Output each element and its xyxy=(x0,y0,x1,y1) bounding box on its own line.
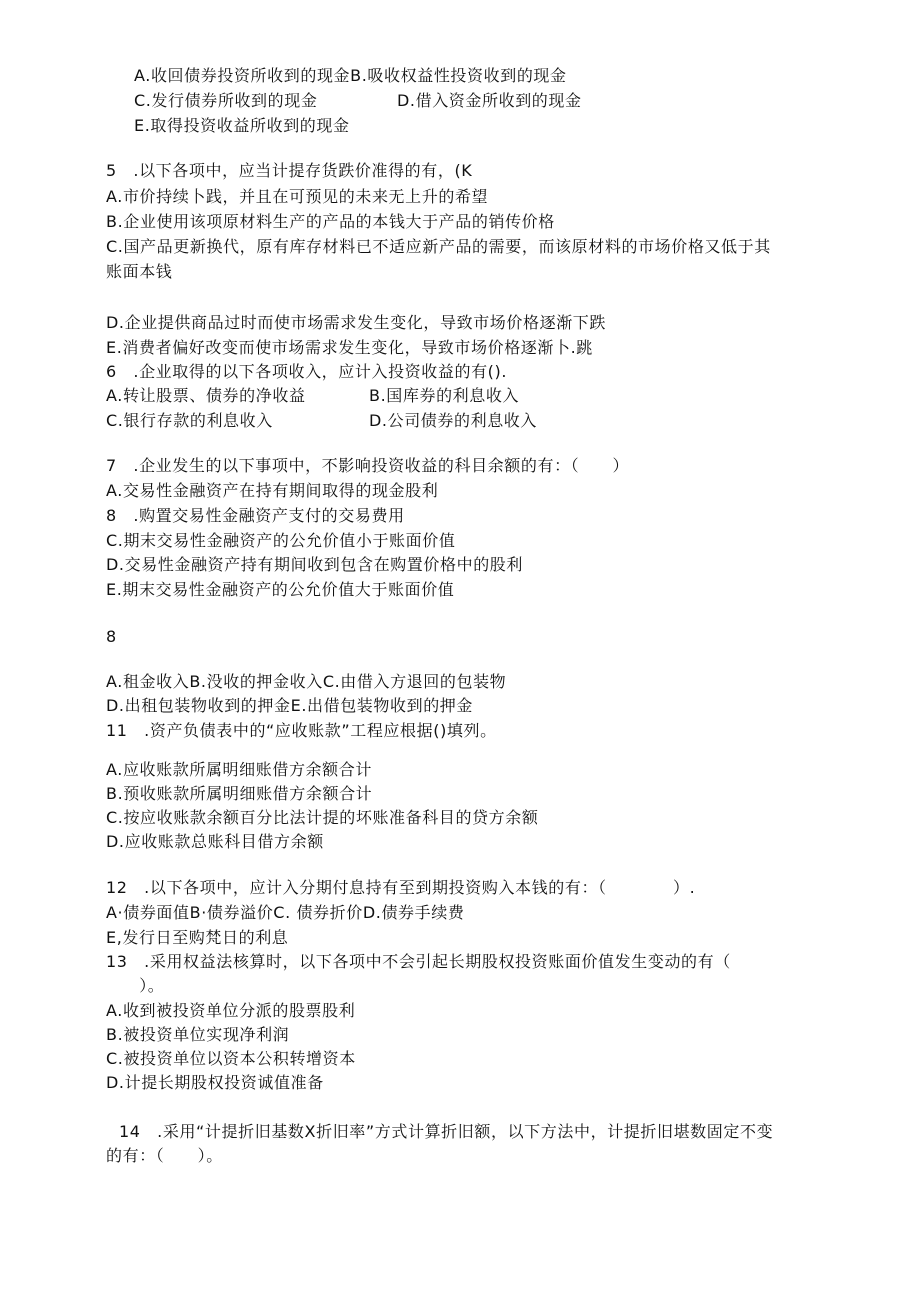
q5-option-a: A.市价持续卜践，并且在可预见的未来无上升的希望 xyxy=(106,187,489,206)
q6-option-cd-row xyxy=(106,411,538,431)
question-8-number: 8 xyxy=(106,627,117,646)
q11-option-a: A.应收账款所属明细账借方余额合计 xyxy=(106,760,372,779)
q6-option-ab-row xyxy=(106,386,520,406)
q4-option-e: E.取得投资收益所收到的现金 xyxy=(134,116,350,135)
question-14-line1: 14 .采用“计提折旧基数X折旧率”方式计算折旧额，以下方法中，计提折旧堪数固定不变 xyxy=(119,1122,774,1141)
question-13-line1: 13 .采用权益法核算时，以下各项中不会引起长期股权投资账面价值发生变动的有（ xyxy=(106,952,731,971)
q7-option-a: A.交易性金融资产在持有期间取得的现金股利 xyxy=(106,481,439,500)
q11-option-c: C.按应收账款余额百分比法计提的坏账准备科目的贷方余额 xyxy=(106,808,539,827)
question-11: 11 .资产负债表中的“应收账款”工程应根据()填列。 xyxy=(106,721,497,740)
question-13-line2: ）。 xyxy=(106,976,165,995)
q13-option-a: A.收到被投资单位分派的股票股利 xyxy=(106,1001,356,1020)
q5-option-e: E.消费者偏好改变而使市场需求发生变化，导致市场价格逐渐卜.跳 xyxy=(106,338,593,357)
q5-option-c-line1: C.国产品更新换代，原有库存材料已不适应新产品的需要，而该原材料的市场价格又低于其 xyxy=(106,237,771,256)
q6-option-d: D.公司债券的利息收入 xyxy=(369,411,538,430)
q13-option-d: D.计提长期股权投资诚值准备 xyxy=(106,1073,324,1092)
q7-option-e: E.期末交易性金融资产的公允价值大于账面价值 xyxy=(106,580,455,599)
q6-option-a: A.转让股票、债券的净收益 xyxy=(106,386,306,405)
q4-option-d: D.借入资金所收到的现金 xyxy=(397,91,582,110)
q6-option-c: C.银行存款的利息收入 xyxy=(106,411,273,430)
question-8-line: 8 .购置交易性金融资产支付的交易费用 xyxy=(106,506,405,525)
q11-option-d: D.应收账款总账科目借方余额 xyxy=(106,832,324,851)
q4-option-c: C.发行债券所收到的现金 xyxy=(134,91,318,110)
q6-option-b: B.国库券的利息收入 xyxy=(369,386,520,405)
q5-option-d: D.企业提供商品过时而使市场需求发生变化，导致市场价格逐渐下跌 xyxy=(106,313,607,332)
question-7: 7 .企业发生的以下事项中，不影响投资收益的科目余额的有：（ ） xyxy=(106,456,630,475)
q4-option-ab: A.收回债券投资所收到的现金B.吸收权益性投资收到的现金 xyxy=(134,66,567,85)
q7-option-c: C.期末交易性金融资产的公允价值小于账面价值 xyxy=(106,531,456,550)
q11-option-b: B.预收账款所属明细账借方余额合计 xyxy=(106,784,373,803)
question-5: 5 .以下各项中，应当计提存货跌价准得的有，(K xyxy=(106,161,473,180)
question-14-line2: 的有：（ ）。 xyxy=(106,1146,223,1165)
q8-option-de: D.出租包装物收到的押金E.出借包装物收到的押金 xyxy=(106,696,474,715)
question-12: 12 .以下各项中，应计入分期付息持有至到期投资购入本钱的有：（ ）. xyxy=(106,878,696,897)
q13-option-b: B.被投资单位实现净利润 xyxy=(106,1025,290,1044)
q5-option-c-line2: 账面本钱 xyxy=(106,262,173,281)
q13-option-c: C.被投资单位以资本公积转增资本 xyxy=(106,1049,356,1068)
q7-option-d: D.交易性金融资产持有期间收到包含在购置价格中的股利 xyxy=(106,555,524,574)
q12-option-e: E,发行日至购梵日的利息 xyxy=(106,928,289,947)
q5-option-b: B.企业使用该项原材料生产的产品的本钱大于产品的销传价格 xyxy=(106,212,555,231)
q4-option-cd-row xyxy=(134,91,582,111)
q12-option-abcd: A·债券面值B·债券溢价C. 债券折价D.债券手续费 xyxy=(106,903,465,922)
question-6: 6 .企业取得的以下各项收入，应计入投资收益的有(). xyxy=(106,362,508,381)
q8-option-abc: A.租金收入B.没收的押金收入C.由借入方退回的包装物 xyxy=(106,672,507,691)
